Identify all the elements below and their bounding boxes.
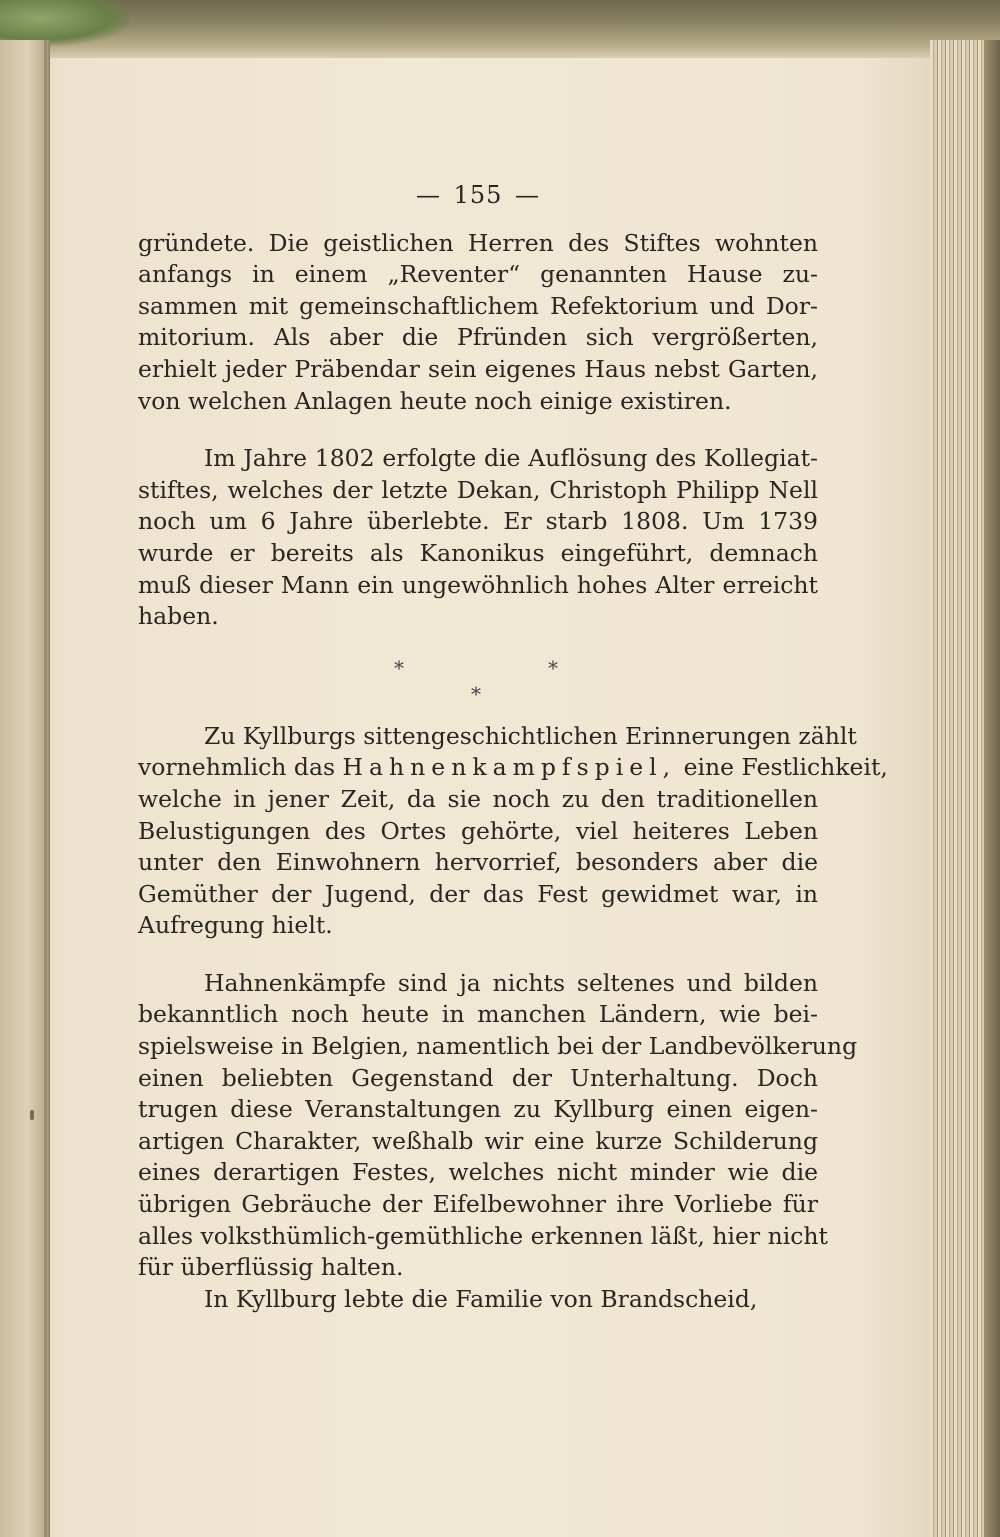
paragraph-line: Gemüther der Jugend, der das Fest gewidmet war, in [138,879,818,908]
paragraph-line: anfangs in einem „Reventer“ genannten Hause zu- [138,260,818,289]
paragraph-line: muß dieser Mann ein ungewöhnlich hohes Alter erreicht [138,570,818,599]
paragraph-line: bekanntlich noch heute in manchen Ländern, wie bei- [138,1000,818,1029]
paragraph-line: wurde er bereits als Kanonikus eingeführt, demnach [138,538,818,567]
paragraph-line: eines derartigen Festes, welches nicht minder wie die [138,1158,818,1187]
paragraph-line: In Kyllburg lebte die Familie von Brandscheid, [204,1284,758,1313]
gutter-line [44,40,47,1537]
paragraph-gap [138,417,818,443]
separator-star-right: * [548,655,558,680]
separator-star-center: * [471,681,481,706]
paragraph-line: stiftes, welches der letzte Dekan, Christoph Philipp Nell [138,475,818,504]
paragraph-line: spielsweise in Belgien, namentlich bei der Landbevölkerung [138,1032,858,1061]
paragraph-line: trugen diese Veranstaltungen zu Kyllburg einen eigen- [138,1095,818,1124]
paragraph-line: welche in jener Zeit, da sie noch zu den traditionellen [138,784,818,813]
emphasized-term: Hahnenkampfspiel, [342,753,677,782]
section-separator [138,653,818,715]
paragraph-line: Aufregung hielt. [138,911,333,940]
paragraph-4 [138,968,858,1284]
paragraph-line: haben. [138,602,219,631]
line-segment: vornehmlich das [138,753,336,782]
paragraph-line: erhielt jeder Präbendar sein eigenes Haus nebst Garten, [138,354,818,383]
paragraph-line [138,752,888,784]
page-number [138,180,818,212]
paragraph-5 [138,1284,818,1316]
paragraph-1 [138,228,818,418]
paragraph-2 [138,443,818,633]
text-block [138,180,888,1315]
paragraph-line: Hahnenkämpfe sind ja nichts seltenes und bilden [204,968,818,997]
separator-star-left: * [394,655,404,680]
margin-mark [30,1110,34,1120]
paragraph-line: Im Jahre 1802 erfolgte die Auflösung des Kollegiat- [204,444,818,473]
book-top-edge [0,0,1000,58]
paragraph-3 [138,721,888,942]
left-page-edge [0,40,50,1537]
paragraph-line: Zu Kyllburgs sittengeschichtlichen Erinnerungen zählt [204,721,857,750]
paragraph-line: Belustigungen des Ortes gehörte, viel heiteres Leben [138,816,818,845]
page-number-dash-left: — [415,181,441,209]
paragraph-line: einen beliebten Gegenstand der Unterhaltung. Doch [138,1063,818,1092]
page-number-value: 155 [453,181,503,209]
paragraph-gap [138,942,818,968]
paragraph-line: mitorium. Als aber die Pfründen sich vergrößerten, [138,323,818,352]
paragraph-line: für überflüssig halten. [138,1253,404,1282]
page-number-dash-right: — [515,181,541,209]
paragraph-line: sammen mit gemeinschaftlichem Refektorium und Dor- [138,291,818,320]
paragraph-line: gründete. Die geistlichen Herren des Stiftes wohnten [138,228,818,257]
paragraph-line: übrigen Gebräuche der Eifelbewohner ihre Vorliebe für [138,1190,818,1219]
page-stack-shade [984,40,1000,1537]
paragraph-line: von welchen Anlagen heute noch einige existiren. [138,386,732,415]
paragraph-line: alles volksthümlich-gemüthliche erkennen läßt, hier nicht [138,1221,828,1250]
paragraph-line: artigen Charakter, weßhalb wir eine kurze Schilderung [138,1126,818,1155]
paragraph-line: noch um 6 Jahre überlebte. Er starb 1808. Um 1739 [138,507,818,536]
paragraph-line: unter den Einwohnern hervorrief, besonders aber die [138,848,818,877]
line-segment: eine Festlichkeit, [683,753,888,782]
